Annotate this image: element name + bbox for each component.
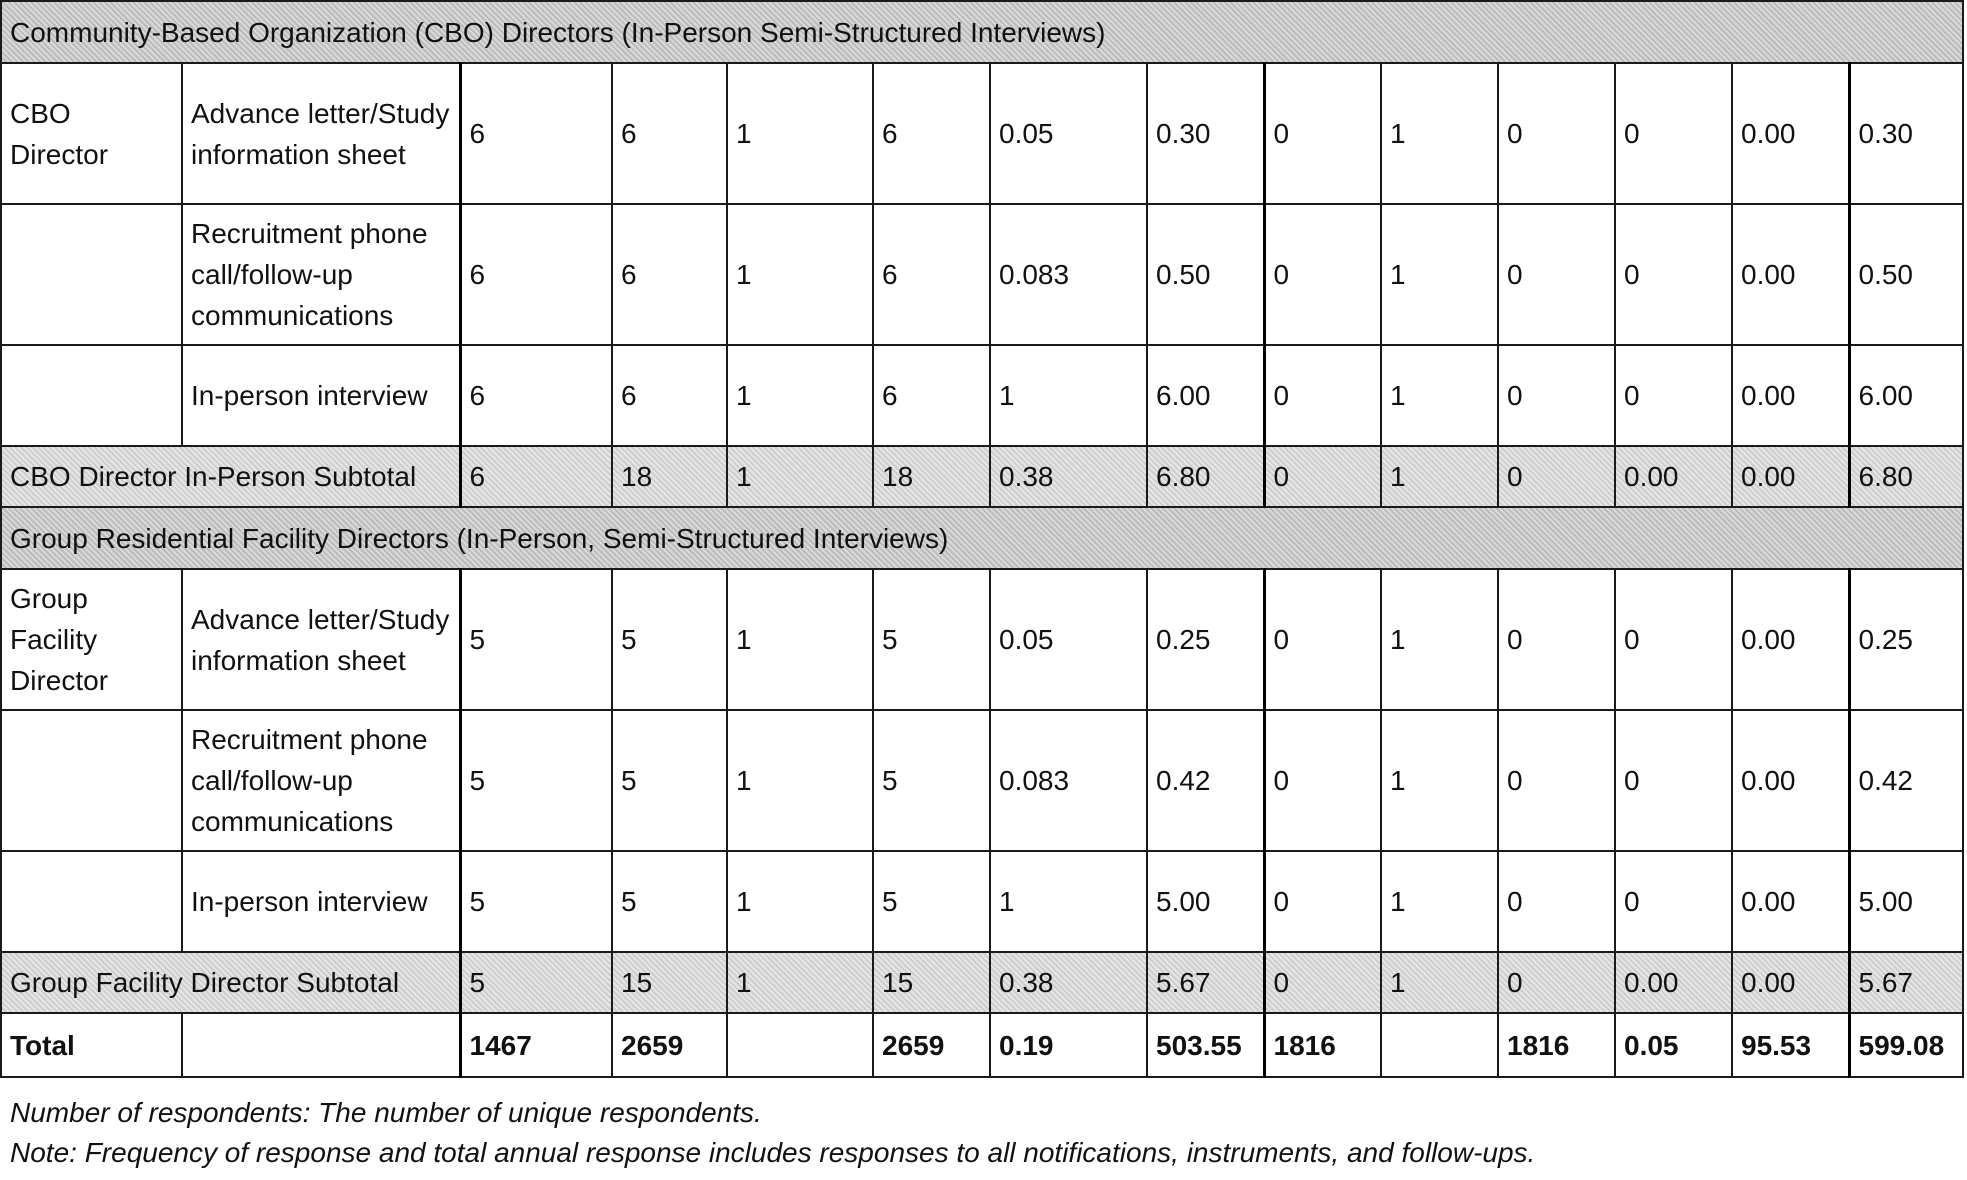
cell: 1 — [727, 569, 873, 710]
cell: 2659 — [873, 1013, 990, 1077]
section-title: Group Residential Facility Directors (In-Person, Semi-Structured Interviews) — [1, 507, 1963, 569]
cell: 0 — [1615, 710, 1732, 851]
table-row — [1, 710, 1963, 851]
cell: 0 — [1498, 63, 1615, 204]
cell: 0.083 — [990, 204, 1147, 345]
cell: 1 — [1381, 204, 1498, 345]
cell: 1 — [1381, 710, 1498, 851]
cell: 0.00 — [1615, 446, 1732, 507]
cell: 18 — [612, 446, 727, 507]
cell: 5 — [460, 710, 612, 851]
cell: 0.00 — [1732, 851, 1849, 952]
cell: 503.55 — [1147, 1013, 1264, 1077]
cell: 0.00 — [1732, 710, 1849, 851]
activity: In-person interview — [182, 345, 460, 446]
cell: 5.67 — [1849, 952, 1963, 1013]
cell: 6 — [873, 345, 990, 446]
cell: 6 — [460, 345, 612, 446]
cell: 0.05 — [1615, 1013, 1732, 1077]
cell: 0.00 — [1615, 952, 1732, 1013]
cell: 5 — [460, 952, 612, 1013]
cell: 6 — [460, 63, 612, 204]
cell: 5 — [460, 569, 612, 710]
cell: 0 — [1264, 446, 1381, 507]
cell: 1 — [1381, 63, 1498, 204]
respondent-type — [1, 204, 182, 345]
cell: 6.80 — [1147, 446, 1264, 507]
subtotal-row — [1, 446, 1963, 507]
total-row — [1, 1013, 1963, 1077]
cell: 5 — [460, 851, 612, 952]
cell: 1467 — [460, 1013, 612, 1077]
cell: 5 — [873, 710, 990, 851]
cell: 1816 — [1264, 1013, 1381, 1077]
table-row — [1, 63, 1963, 204]
subtotal-row — [1, 952, 1963, 1013]
cell: 1 — [727, 204, 873, 345]
activity: Advance letter/Study information sheet — [182, 63, 460, 204]
cell: 1816 — [1498, 1013, 1615, 1077]
cell: 6 — [612, 63, 727, 204]
cell: 0 — [1498, 710, 1615, 851]
activity: Advance letter/Study information sheet — [182, 569, 460, 710]
cell: 0.19 — [990, 1013, 1147, 1077]
cell: 0 — [1615, 569, 1732, 710]
cell: 5 — [612, 851, 727, 952]
cell: 0.50 — [1849, 204, 1963, 345]
activity: In-person interview — [182, 851, 460, 952]
activity: Recruitment phone call/follow-up communications — [182, 204, 460, 345]
total-label: Total — [1, 1013, 182, 1077]
cell: 0 — [1264, 710, 1381, 851]
respondent-type: CBO Director — [1, 63, 182, 204]
respondent-type — [1, 345, 182, 446]
cell: 1 — [1381, 569, 1498, 710]
cell: 0 — [1264, 569, 1381, 710]
cell: 6.80 — [1849, 446, 1963, 507]
cell: 1 — [990, 851, 1147, 952]
cell: 5.00 — [1147, 851, 1264, 952]
cell: 0.25 — [1849, 569, 1963, 710]
cell: 1 — [727, 446, 873, 507]
cell: 0.25 — [1147, 569, 1264, 710]
cell: 6 — [460, 204, 612, 345]
cell: 0 — [1615, 63, 1732, 204]
cell: 0 — [1264, 345, 1381, 446]
cell: 0.38 — [990, 446, 1147, 507]
subtotal-label: CBO Director In-Person Subtotal — [1, 446, 460, 507]
cell: 5.67 — [1147, 952, 1264, 1013]
cell: 0.42 — [1147, 710, 1264, 851]
cell: 5 — [612, 710, 727, 851]
activity: Recruitment phone call/follow-up communications — [182, 710, 460, 851]
cell: 1 — [727, 63, 873, 204]
table-row — [1, 569, 1963, 710]
cell: 0 — [1615, 204, 1732, 345]
cell: 6 — [612, 345, 727, 446]
cell: 1 — [1381, 446, 1498, 507]
cell: 1 — [727, 851, 873, 952]
cell: 6 — [612, 204, 727, 345]
cell: 0 — [1264, 204, 1381, 345]
table-notes — [10, 1093, 1535, 1173]
cell: 15 — [873, 952, 990, 1013]
subtotal-label: Group Facility Director Subtotal — [1, 952, 460, 1013]
note-frequency: Note: Frequency of response and total annual response includes responses to all notifications, instruments, and follow-ups. — [10, 1137, 1536, 1168]
respondent-type — [1, 851, 182, 952]
cell: 0.38 — [990, 952, 1147, 1013]
cell: 0 — [1264, 63, 1381, 204]
cell: 0 — [1264, 952, 1381, 1013]
cell: 2659 — [612, 1013, 727, 1077]
cell: 599.08 — [1849, 1013, 1963, 1077]
cell: 6 — [873, 204, 990, 345]
cell: 0.42 — [1849, 710, 1963, 851]
cell: 6 — [873, 63, 990, 204]
cell: 1 — [1381, 952, 1498, 1013]
respondent-type: Group Facility Director — [1, 569, 182, 710]
cell: 95.53 — [1732, 1013, 1849, 1077]
table-row — [1, 345, 1963, 446]
cell: 6.00 — [1849, 345, 1963, 446]
cell: 18 — [873, 446, 990, 507]
cell: 0.50 — [1147, 204, 1264, 345]
cell: 0 — [1264, 851, 1381, 952]
cell: 0.00 — [1732, 345, 1849, 446]
cell: 0.30 — [1849, 63, 1963, 204]
cell: 0 — [1615, 345, 1732, 446]
cell: 5 — [612, 569, 727, 710]
cell: 6 — [460, 446, 612, 507]
respondent-type — [1, 710, 182, 851]
cell: 1 — [990, 345, 1147, 446]
cell: 0.00 — [1732, 952, 1849, 1013]
cell: 5.00 — [1849, 851, 1963, 952]
cell: 0 — [1498, 569, 1615, 710]
section-header-cbo — [1, 1, 1963, 63]
section-header-group — [1, 507, 1963, 569]
cell: 0.30 — [1147, 63, 1264, 204]
cell: 0.083 — [990, 710, 1147, 851]
cell: 1 — [727, 952, 873, 1013]
note-respondents: Number of respondents: The number of unique respondents. — [10, 1097, 762, 1128]
cell: 5 — [873, 569, 990, 710]
cell: 5 — [873, 851, 990, 952]
cell: 0 — [1498, 204, 1615, 345]
cell: 0 — [1615, 851, 1732, 952]
cell: 6.00 — [1147, 345, 1264, 446]
cell: 0.00 — [1732, 204, 1849, 345]
cell — [1381, 1013, 1498, 1077]
cell: 1 — [1381, 851, 1498, 952]
section-title: Community-Based Organization (CBO) Directors (In-Person Semi-Structured Interviews) — [1, 1, 1963, 63]
cell: 0.00 — [1732, 446, 1849, 507]
cell — [727, 1013, 873, 1077]
cell: 0.05 — [990, 63, 1147, 204]
table-row — [1, 851, 1963, 952]
cell: 1 — [727, 710, 873, 851]
cell: 0.05 — [990, 569, 1147, 710]
cell: 15 — [612, 952, 727, 1013]
cell: 0 — [1498, 446, 1615, 507]
cell: 0.00 — [1732, 63, 1849, 204]
cell — [182, 1013, 460, 1077]
cell: 0 — [1498, 952, 1615, 1013]
cell: 0 — [1498, 345, 1615, 446]
cell: 0.00 — [1732, 569, 1849, 710]
table-row — [1, 204, 1963, 345]
cell: 0 — [1498, 851, 1615, 952]
cell: 1 — [1381, 345, 1498, 446]
cell: 1 — [727, 345, 873, 446]
